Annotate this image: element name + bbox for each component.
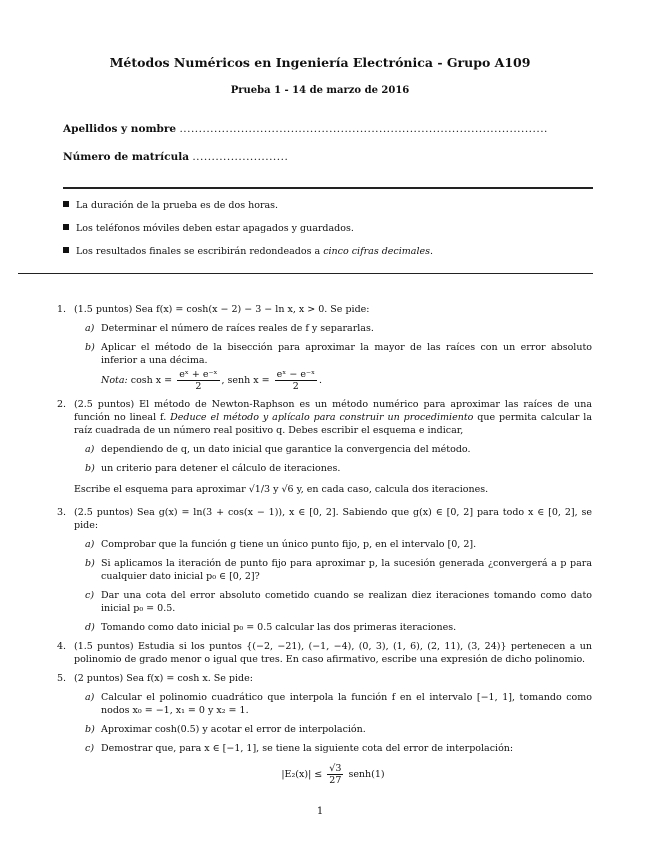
page-title: Métodos Numéricos en Ingeniería Electrónica - Grupo A109 xyxy=(109,55,531,70)
problem-3-b: b) Si aplicamos la iteración de punto fijo para aproximar p, la sucesión generada ¿convergerá a p para cualquier dato inicial p₀ ∈ [0, 2]? xyxy=(85,558,592,582)
problem-2-closing: Escribe el esquema para aproximar √1/3 y √6 y, en cada caso, calcula dos iteraciones. xyxy=(74,484,489,495)
bullet-square-icon xyxy=(63,201,69,207)
problem-1-a: a) Determinar el número de raíces reales de f y separarlas. xyxy=(85,323,374,334)
problem-4: 4. (1.5 puntos) Estudia si los puntos {(−2, −21), (−1, −4), (0, 3), (1, 6), (2, 11), (3, 24)} pertenecen a un polinomio de grado menor o igual que tres. En caso afirmativo, escribe una expresión de dicho polinomio. xyxy=(57,641,592,665)
problem-5: 5. (2 puntos) Sea f(x) = cosh x. Se pide: a) Calcular el polinomio cuadrático que interpola la función f en el intervalo [−1, 1], tomando como nodos x₀ = −1, x₁ = 0 y x₂ = 1. b) Aproximar cosh(0.5) y acotar el error de interpolación. c) Demostrar que, para x ∈ [−1, 1], se tiene la siguiente cota del error de interpolación: |E₂(x)| ≤ $\frac{√3}{27}$ senh(1) xyxy=(57,673,592,786)
problem-3-a: a) Comprobar que la función g tiene un único punto fijo, p, en el intervalo [0, 2]. xyxy=(85,539,477,550)
problem-5-c: c) Demostrar que, para x ∈ [−1, 1], se tiene la siguiente cota del error de interpolación: xyxy=(85,743,514,754)
error-bound-formula: |E₂(x)| ≤ $\frac{√3}{27}$ senh(1) xyxy=(281,763,385,786)
problem-1: 1. (1.5 puntos) Sea f(x) = cosh(x − 2) − 3 − ln x, x > 0. Se pide: a) Determinar el número de raíces reales de f y separarlas. b) Aplicar el método de la bisección para aproximar la mayor de las raíces con un error absoluto inferior a una décima. Nota: cosh x = $\frac{\text{eˣ + e⁻ˣ}}{2}$ , senh x = $\frac{\text{eˣ − e⁻ˣ}}{2}$ . xyxy=(57,304,592,392)
name-dots: ................................................................................................ xyxy=(179,123,548,135)
problem-list xyxy=(57,303,592,792)
instructions-list xyxy=(63,200,433,269)
exam-subtitle: Prueba 1 - 14 de marzo de 2016 xyxy=(230,85,410,96)
name-field xyxy=(63,123,548,135)
problem-5-a: a) Calcular el polinomio cuadrático que interpola la función f en el intervalo [−1, 1], tomando como nodos x₀ = −1, x₁ = 0 y x₂ = 1. xyxy=(85,692,592,716)
problem-1-b: b) Aplicar el método de la bisección para aproximar la mayor de las raíces con un error absoluto inferior a una décima. xyxy=(85,342,592,366)
problem-1-note: Nota: cosh x = $\frac{\text{eˣ + e⁻ˣ}}{2}$ , senh x = $\frac{\text{eˣ − e⁻ˣ}}{2}$ . xyxy=(101,369,323,392)
problem-3-c: c) Dar una cota del error absoluto cometido cuando se realizan diez iteraciones tomando como dato inicial p₀ = 0.5. xyxy=(85,590,592,614)
problem-3-d: d) Tomando como dato inicial p₀ = 0.5 calcular las dos primeras iteraciones. xyxy=(85,622,457,633)
problem-2-a: a) dependiendo de q, un dato inicial que garantice la convergencia del método. xyxy=(85,444,471,455)
instruction-item: La duración de la prueba es de dos horas. xyxy=(63,200,433,223)
bullet-square-icon xyxy=(63,224,69,230)
name-label: Apellidos y nombre xyxy=(63,123,177,135)
section-divider xyxy=(18,273,593,274)
page-number: 1 xyxy=(316,806,324,817)
id-dots: ......................... xyxy=(192,151,289,163)
problem-5-b: b) Aproximar cosh(0.5) y acotar el error de interpolación. xyxy=(85,724,366,735)
id-label: Número de matrícula xyxy=(63,151,189,163)
id-field xyxy=(63,151,288,163)
problem-3: 3. (2.5 puntos) Sea g(x) = ln(3 + cos(x − 1)), x ∈ [0, 2]. Sabiendo que g(x) ∈ [0, 2] para todo x ∈ [0, 2], se pide: a) Comprobar que la función g tiene un único punto fijo, p, en el intervalo [0, 2]. b) Si aplicamos la iteración de punto fijo para aproximar p, la sucesión generada ¿convergerá a p para cualquier dato inicial p₀ ∈ [0, 2]? c) Dar una cota del error absoluto cometido cuando se realizan diez iteraciones tomando como dato inicial p₀ = 0.5. d) Tomando como dato inicial p₀ = 0.5 calcular las dos primeras iteraciones. xyxy=(57,507,592,633)
problem-2-b: b) un criterio para detener el cálculo de iteraciones. xyxy=(85,463,341,474)
top-divider xyxy=(63,187,593,189)
bullet-square-icon xyxy=(63,247,69,253)
instruction-item: Los teléfonos móviles deben estar apagados y guardados. xyxy=(63,223,433,246)
instruction-item: Los resultados finales se escribirán redondeados a cinco cifras decimales. xyxy=(63,246,433,269)
problem-2: 2. (2.5 puntos) El método de Newton-Raphson es un método numérico para aproximar las raíces de una función no lineal f. Deduce el método y aplícalo para construir un procedimiento que permita calcular la raíz cuadrada de un número real positivo q. Debes escribir el esquema e indicar, a) dependiendo de q, un dato inicial que garantice la convergencia del método. b) un criterio para detener el cálculo de iteraciones. Escribe el esquema para aproximar √1/3 y √6 y, en cada caso, calcula dos iteraciones. xyxy=(57,399,593,495)
